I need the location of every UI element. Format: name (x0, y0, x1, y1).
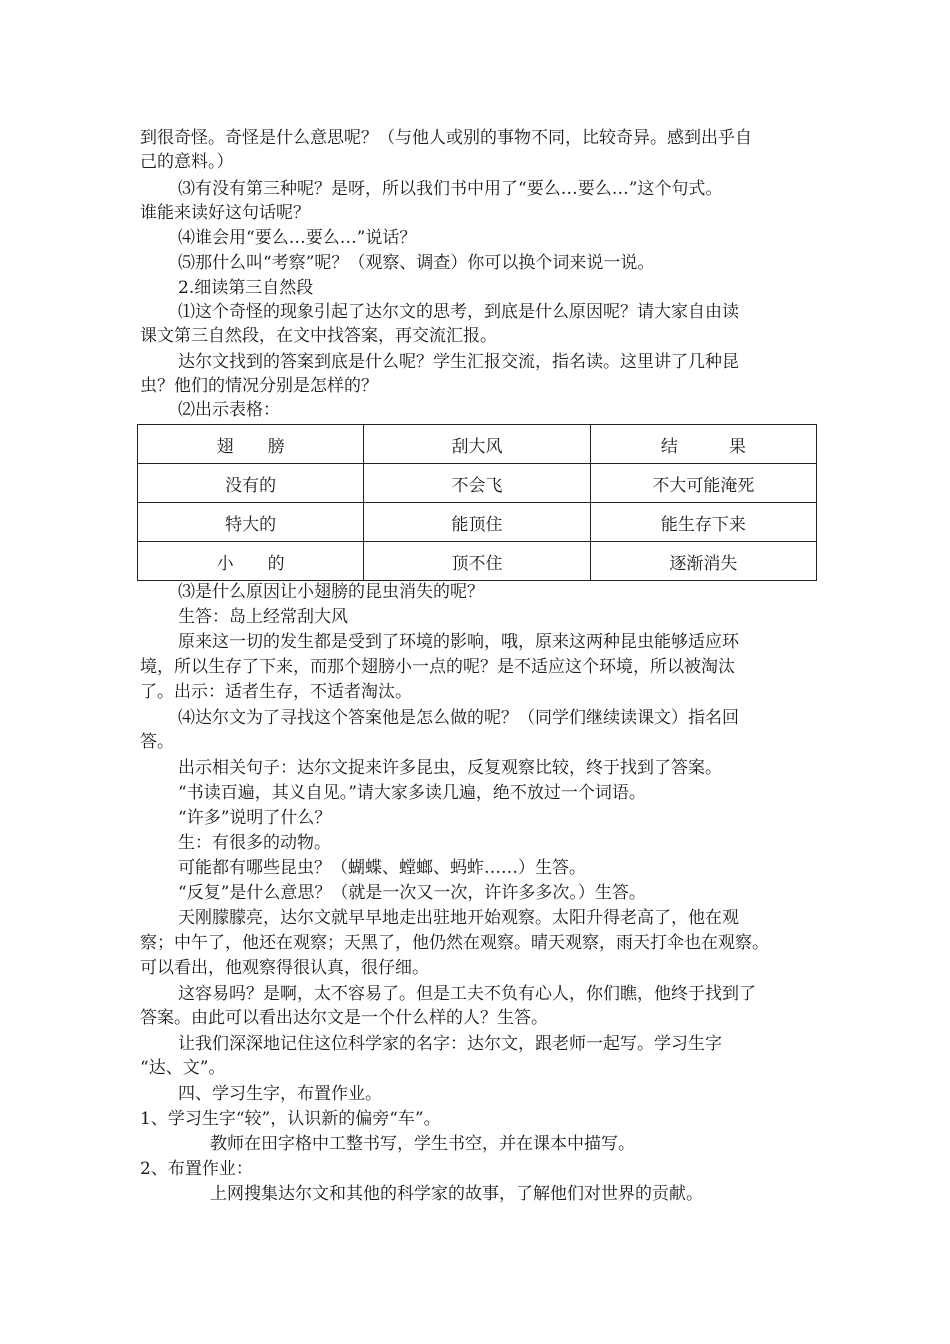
text-line: 己的意料。） (140, 152, 234, 172)
text-line: ⑶有没有第三种呢？是呀，所以我们书中用了“要么…要么…”这个句式。 (178, 179, 723, 199)
text-line: 课文第三自然段，在文中找答案，再交流汇报。 (140, 326, 497, 346)
text-line: 谁能来读好这句话呢？ (140, 203, 310, 223)
table-row (138, 464, 817, 503)
text-line: 上网搜集达尔文和其他的科学家的故事，了解他们对世界的贡献。 (210, 1184, 703, 1204)
text-line: “反复”是什么意思？（就是一次又一次，许许多多次。）生答。 (178, 883, 646, 903)
text-line: “达、文”。 (140, 1058, 226, 1078)
text-line: “许多”说明了什么？ (178, 808, 332, 828)
table-row (138, 542, 817, 581)
text-line: “书读百遍，其义自见。”请大家多读几遍，绝不放过一个词语。 (178, 783, 646, 803)
table-cell: 特大的 (138, 503, 364, 542)
table-row (138, 503, 817, 542)
text-line: ⑵出示表格： (178, 400, 280, 420)
text-line: 原来这一切的发生都是受到了环境的影响，哦，原来这两种昆虫能够适应环 (178, 632, 739, 652)
text-line: ⑸那什么叫“考察”呢？（观察、调查）你可以换个词来说一说。 (178, 253, 655, 273)
text-line: 了。出示：适者生存，不适者淘汰。 (140, 682, 412, 702)
text-line: 虫？他们的情况分别是怎样的？ (140, 376, 378, 396)
table-cell: 逐渐消失 (590, 542, 816, 581)
table-cell: 能顶住 (364, 503, 590, 542)
table-cell: 结 果 (590, 425, 816, 464)
text-line: 境，所以生存了下来，而那个翅膀小一点的呢？是不适应这个环境，所以被淘汰 (140, 657, 735, 677)
text-line: ⑴这个奇怪的现象引起了达尔文的思考，到底是什么原因呢？请大家自由读 (178, 302, 739, 322)
text-line: 达尔文找到的答案到底是什么呢？学生汇报交流，指名读。这里讲了几种昆 (178, 352, 739, 372)
text-line: 让我们深深地记住这位科学家的名字：达尔文，跟老师一起写。学习生字 (178, 1034, 722, 1054)
table-row (138, 425, 817, 464)
table-cell: 翅 膀 (138, 425, 364, 464)
text-line: ⑷谁会用“要么…要么…”说话？ (178, 228, 417, 248)
text-line: 2、布置作业： (140, 1159, 253, 1179)
section-heading: 四、学习生字，布置作业。 (178, 1084, 382, 1104)
text-line: 到很奇怪。奇怪是什么意思呢？（与他人或别的事物不同，比较奇异。感到出乎自 (140, 128, 752, 148)
table-cell: 不会飞 (364, 464, 590, 503)
table-cell: 顶不住 (364, 542, 590, 581)
table-cell: 能生存下来 (590, 503, 816, 542)
text-line: 答案。由此可以看出达尔文是一个什么样的人？生答。 (140, 1008, 548, 1028)
text-line: 可以看出，他观察得很认真，很仔细。 (140, 958, 429, 978)
text-line: 生：有很多的动物。 (178, 833, 331, 853)
text-line: 出示相关句子：达尔文捉来许多昆虫，反复观察比较，终于找到了答案。 (178, 758, 722, 778)
table-cell: 不大可能淹死 (590, 464, 816, 503)
text-line: 1、学习生字“较”，认识新的偏旁“车”。 (140, 1109, 441, 1129)
text-line: 答。 (140, 732, 174, 752)
text-line: 天刚朦朦亮，达尔文就早早地走出驻地开始观察。太阳升得老高了，他在观 (178, 908, 739, 928)
insect-table (137, 424, 817, 581)
table-cell: 没有的 (138, 464, 364, 503)
table-cell: 刮大风 (364, 425, 590, 464)
text-line: 教师在田字格中工整书写，学生书空，并在课本中描写。 (210, 1134, 635, 1154)
text-line: 察；中午了，他还在观察；天黑了，他仍然在观察。晴天观察，雨天打伞也在观察。 (140, 933, 769, 953)
table-cell: 小 的 (138, 542, 364, 581)
section-heading: 2.细读第三自然段 (178, 278, 314, 298)
text-line: 这容易吗？是啊，太不容易了。但是工夫不负有心人，你们瞧，他终于找到了 (178, 984, 756, 1004)
text-line: ⑶是什么原因让小翅膀的昆虫消失的呢？ (178, 582, 484, 602)
text-line: ⑷达尔文为了寻找这个答案他是怎么做的呢？（同学们继续读课文）指名回 (178, 708, 739, 728)
text-line: 生答：岛上经常刮大风 (178, 607, 348, 627)
text-line: 可能都有哪些昆虫？（蝴蝶、螳螂、蚂蚱……）生答。 (178, 858, 586, 878)
